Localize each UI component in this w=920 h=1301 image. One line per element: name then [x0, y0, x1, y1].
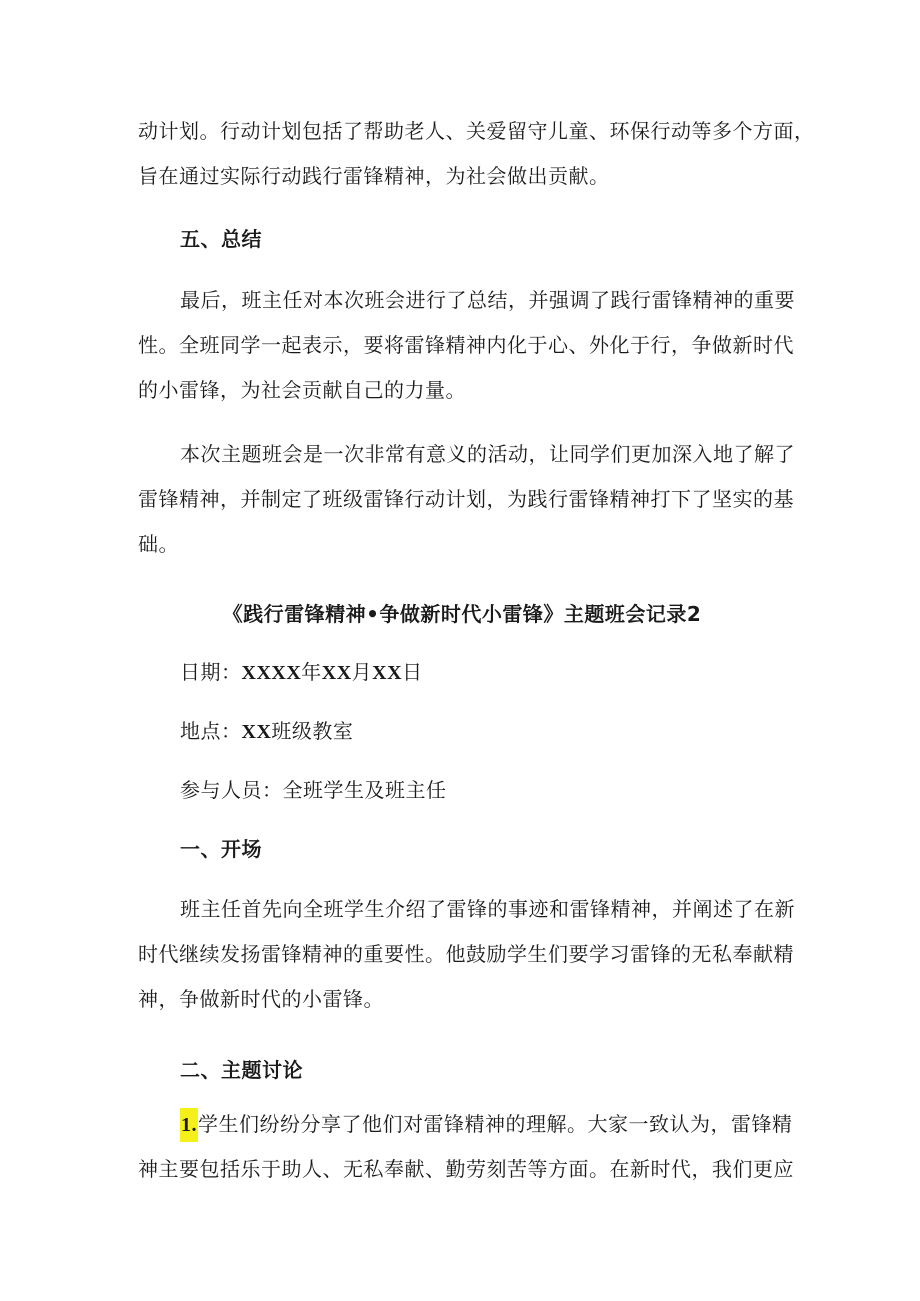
- section-heading-opening: [138, 827, 786, 872]
- date-line: [138, 650, 786, 695]
- text-line: 本次主题班会是一次非常有意义的活动，让同学们更加深入地了解了: [180, 442, 795, 466]
- location-class: XX: [241, 721, 272, 743]
- text-line: 性。全班同学一起表示，要将雷锋精神内化于心、外化于行，争做新时代: [138, 333, 794, 357]
- text-line: 础。: [138, 532, 179, 556]
- location-room: 班级教室: [271, 719, 354, 743]
- text-line: 最后，班主任对本次班会进行了总结，并强调了践行雷锋精神的重要: [180, 288, 795, 312]
- highlighted-list-marker: 1.: [180, 1108, 198, 1142]
- text-line: 雷锋精神，并制定了班级雷锋行动计划，为践行雷锋精神打下了坚实的基: [138, 487, 794, 511]
- text-line: 旨在通过实际行动践行雷锋精神，为社会做出贡献。: [138, 164, 610, 188]
- text-segment: 学生们纷纷分享了他们对雷锋精神的理解。大家一致认为，雷锋精: [198, 1112, 793, 1136]
- date-day: XX: [372, 662, 403, 684]
- heading-text: 二、主题讨论: [180, 1058, 303, 1082]
- location-label: 地点：: [180, 719, 242, 743]
- section-heading-discussion: [138, 1048, 786, 1093]
- date-row: [138, 650, 786, 695]
- section-heading-summary: [138, 217, 786, 262]
- heading-text: 五、总结: [180, 227, 262, 251]
- title-text: 《践行雷锋精神•争做新时代小雷锋》主题班会记录2: [222, 602, 702, 626]
- date-year: XXXX: [241, 662, 302, 684]
- paragraph-opening: [138, 887, 795, 1022]
- paragraph-conclusion: [138, 432, 795, 567]
- paragraph-summary: [138, 278, 795, 413]
- date-month-unit: 月: [351, 660, 373, 684]
- heading-text: 一、开场: [180, 837, 262, 861]
- participants-text: 参与人员：全班学生及班主任: [180, 778, 447, 802]
- text-line: [138, 1102, 793, 1147]
- text-line: 的小雷锋，为社会贡献自己的力量。: [138, 378, 466, 402]
- participants-line: [138, 768, 786, 813]
- date-day-unit: 日: [402, 660, 423, 684]
- text-line: 神，争做新时代的小雷锋。: [138, 987, 384, 1011]
- date-month: XX: [321, 662, 352, 684]
- date-year-unit: 年: [301, 660, 322, 684]
- paragraph-action-plan: [138, 109, 815, 199]
- location-row: [138, 709, 786, 754]
- text-line: 动计划。行动计划包括了帮助老人、关爱留守儿童、环保行动等多个方面，: [138, 119, 815, 143]
- location-line: [138, 709, 786, 754]
- paragraph-discussion: [138, 1102, 794, 1192]
- record-title: [138, 592, 786, 637]
- text-line: 时代继续发扬雷锋精神的重要性。他鼓励学生们要学习雷锋的无私奉献精: [138, 942, 794, 966]
- text-line: 班主任首先向全班学生介绍了雷锋的事迹和雷锋精神，并阐述了在新: [180, 897, 795, 921]
- text-line: 神主要包括乐于助人、无私奉献、勤劳刻苦等方面。在新时代，我们更应: [138, 1157, 794, 1181]
- date-label: 日期：: [180, 660, 242, 684]
